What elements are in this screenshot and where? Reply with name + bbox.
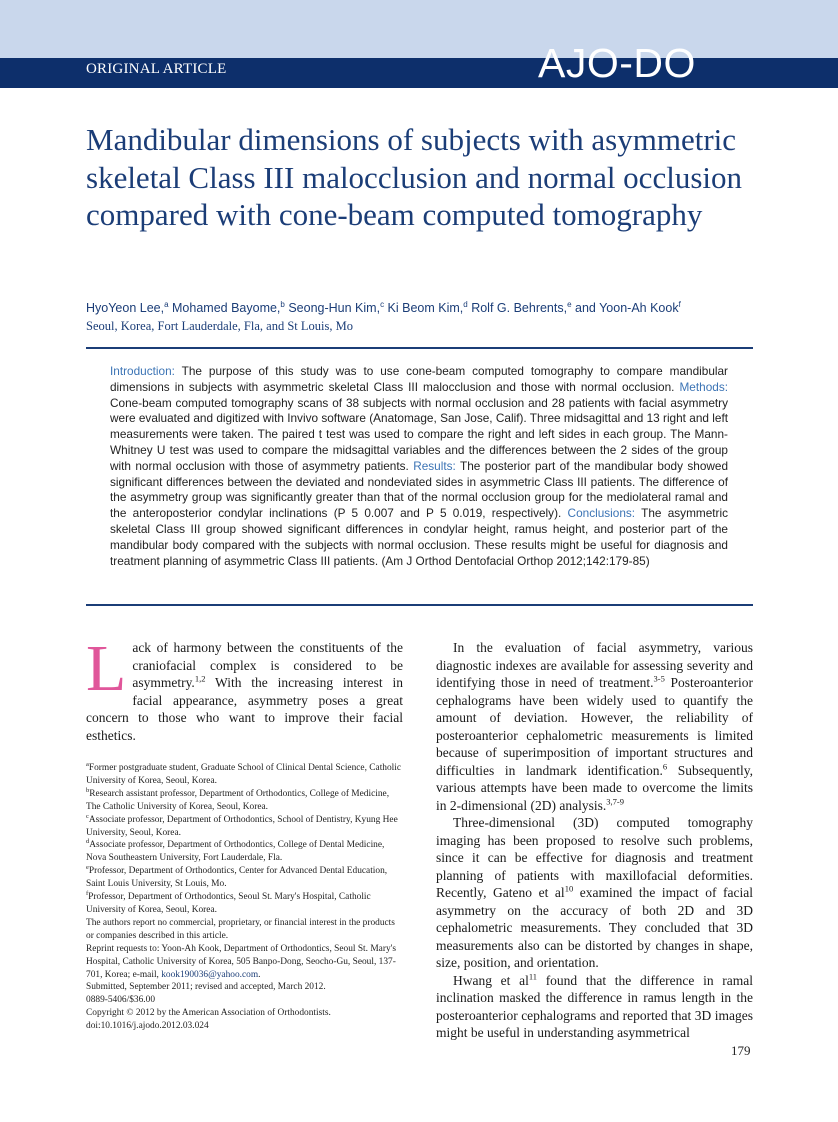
paragraph-text: In the evaluation of facial asymmetry, various diagnostic indexes are available for assessing severity and identifying those in need of treatment. [436, 640, 753, 690]
footnote-affiliation [86, 891, 403, 917]
body-paragraph [436, 972, 753, 1042]
paragraph-text: examined the impact of facial asymmetry on the accuracy of both 2D and 3D cephalometric measurements. They concluded that 3D measurements also can be distorted by changes in shape, size, position, and orientation. [436, 885, 753, 970]
footnotes [86, 762, 403, 1033]
abstract-introduction-text: The purpose of this study was to use cone-beam computed tomography to compare mandibular dimensions in subjects with asymmetric skeletal Class III malocclusion and those with normal occlusion. [110, 364, 728, 394]
footnote-doi: doi:10.1016/j.ajodo.2012.03.024 [86, 1021, 209, 1032]
affiliation-marker: d [463, 299, 468, 309]
footnote-disclosure: The authors report no commercial, proprietary, or financial interest in the products or companies described in this article. [86, 917, 395, 941]
affiliation-marker: b [86, 786, 90, 794]
footnote-affiliation [86, 839, 403, 865]
footnote-affiliation [86, 865, 403, 891]
author-name: and Yoon-Ah Kook [575, 301, 679, 315]
body-column-left [86, 632, 403, 744]
author-name: Ki Beom Kim, [387, 301, 464, 315]
divider-rule [86, 347, 753, 349]
abstract-heading-methods: Methods: [679, 379, 728, 394]
email-link[interactable]: kook190036@yahoo.com [161, 969, 259, 980]
author-name: HyoYeon Lee, [86, 301, 165, 315]
paragraph-text: Hwang et al [453, 972, 529, 988]
affiliation-marker: e [86, 864, 89, 872]
citation-ref: 3-5 [653, 673, 665, 684]
paragraph-text: With the increasing interest in facial appearance, asymmetry poses a great concern to those who want to improve their facial esthetics. [86, 675, 403, 743]
journal-logo: AJO-DO [538, 40, 696, 86]
paragraph-text: ack of harmony between the constituents of the craniofacial complex is considered to be asymmetry. [132, 640, 403, 690]
intro-paragraph [86, 632, 403, 744]
paragraph-text: Three-dimensional (3D) computed tomography imaging has been proposed to resolve such problems, since it can be effective for diagnosis and treatment planning of patients with maxillofacial deformities. Recently, Gateno et al [436, 815, 753, 900]
abstract-heading-conclusions: Conclusions: [567, 506, 636, 521]
body-column-right [436, 639, 753, 1042]
paragraph-text: Posteroanterior cephalograms have been widely used to quantify the amount of deviation. However, the reliability of posteroanterior cephalometric measurements is limited because of superimposition of important structures and difficulties in landmark identification. [436, 675, 753, 778]
author-name: Mohamed Bayome, [172, 301, 281, 315]
abstract-methods-text: Cone-beam computed tomography scans of 38 subjects with normal occlusion and 28 patients with facial asymmetry were evaluated and digitized with Invivo software (Anatomage, San Jose, Calif). Three midsagittal and 13 right and left measurements were taken. The paired t test was used to compare the right and left sides in each group. The Mann-Whitney U test was used to compare the midsagittal variables and the differences between the 2 sides of the group with normal occlusion with those of asymmetry patients. [110, 395, 728, 473]
author-name: Rolf G. Behrents, [471, 301, 568, 315]
footnote-text: Professor, Department of Orthodontics, Center for Advanced Dental Education, Saint Louis University, St Louis, Mo. [86, 866, 388, 890]
affiliation-marker: a [164, 299, 169, 309]
author-list [86, 300, 766, 317]
affiliation-marker: f [86, 889, 89, 897]
citation-ref: 11 [528, 971, 538, 981]
author-locations: Seoul, Korea, Fort Lauderdale, Fla, and St Louis, Mo [86, 319, 353, 333]
abstract-heading-introduction: Introduction: [110, 364, 175, 378]
abstract [110, 364, 728, 569]
footnote-text: Research assistant professor, Department of Orthodontics, College of Medicine, The Catholic University of Korea, Seoul, Korea. [86, 788, 390, 812]
page-number: 179 [731, 1043, 751, 1058]
header-top-band [0, 0, 838, 58]
article-title: Mandibular dimensions of subjects with asymmetric skeletal Class III malocclusion and normal occlusion compared with cone-beam computed tomography [86, 122, 742, 232]
paragraph-text: Subsequently, various attempts have been made to overcome the limits in 2-dimensional (2D) analysis. [436, 762, 753, 813]
body-paragraph [436, 814, 753, 972]
affiliation-marker: c [380, 299, 385, 309]
author-name: Seong-Hun Kim, [288, 301, 381, 315]
footnote-affiliation [86, 788, 403, 814]
footnote-text: Former postgraduate student, Graduate School of Clinical Dental Science, Catholic University of Korea, Seoul, Korea. [86, 763, 402, 786]
section-label: ORIGINAL ARTICLE [86, 61, 227, 77]
footnote-affiliation [86, 762, 403, 788]
footnote-text: Associate professor, Department of Orthodontics, School of Dentistry, Kyung Hee University, Seoul, Korea. [86, 814, 398, 838]
drop-cap: L [86, 632, 127, 705]
footnote-reprint-requests: Reprint requests to: Yoon-Ah Kook, Department of Orthodontics, Seoul St. Mary's Hospital, Catholic University of Korea, 505 Banpo-Dong, Seocho-Gu, Seoul, 137-701, Korea; e-mail, kook190036@yahoo.com. [86, 943, 396, 980]
footnote-copyright: Copyright © 2012 by the American Association of Orthodontists. [86, 1008, 331, 1019]
affiliation-marker: b [280, 299, 285, 309]
abstract-results-text: The posterior part of the mandibular body showed significant differences between the deviated and nondeviated sides in asymmetric Class III patients. The difference of the asymmetry group was significantly greater than that of the normal occlusion group for the mediolateral ramal and the anteroposterior condylar inclinations (P 5 0.007 and P 5 0.019, respectively). [110, 458, 729, 521]
footnote-issn: 0889-5406/$36.00 [86, 995, 156, 1006]
citation-ref: 10 [564, 883, 574, 894]
footnote-text: Associate professor, Department of Orthodontics, College of Dental Medicine, Nova Southeastern University, Fort Lauderdale, Fla. [86, 840, 385, 864]
footnote-affiliation [86, 814, 403, 840]
footnote-text: Professor, Department of Orthodontics, Seoul St. Mary's Hospital, Catholic University of Korea, Seoul, Korea. [86, 892, 371, 915]
affiliation-marker: d [86, 838, 90, 846]
affiliation-marker: a [86, 760, 89, 768]
citation-ref: 1,2 [194, 673, 206, 684]
affiliation-marker: c [86, 812, 89, 820]
body-paragraph [436, 639, 753, 814]
abstract-heading-results: Results: [413, 458, 456, 473]
affiliation-marker: e [567, 299, 572, 309]
citation-ref: 6 [662, 761, 668, 771]
footnote-text: Reprint requests to: Yoon-Ah Kook, Department of Orthodontics, Seoul St. Mary's Hospital, Catholic University of Korea, 505 Banpo-Dong, Seocho-Gu, Seoul, 137-701, Korea; e-mail, [86, 943, 396, 980]
paragraph-text: found that the difference in ramal inclination masked the difference in ramus length in the posteroanterior cephalograms and reported that 3D images might be useful in understanding asymmetrical [436, 972, 753, 1040]
affiliation-marker: f [678, 299, 681, 309]
citation-ref: 3,7-9 [606, 796, 624, 806]
abstract-conclusions-text: The asymmetric skeletal Class III group showed significant differences in condylar height, ramus height, and posterior part of the mandibular body compared with the subjects with normal occlusion. These results might be useful for diagnosis and treatment planning of asymmetric Class III patients. (Am J Orthod Dentofacial Orthop 2012;142:179-85) [110, 506, 729, 568]
footnote-submitted: Submitted, September 2011; revised and accepted, March 2012. [86, 982, 326, 993]
divider-rule [86, 604, 753, 606]
